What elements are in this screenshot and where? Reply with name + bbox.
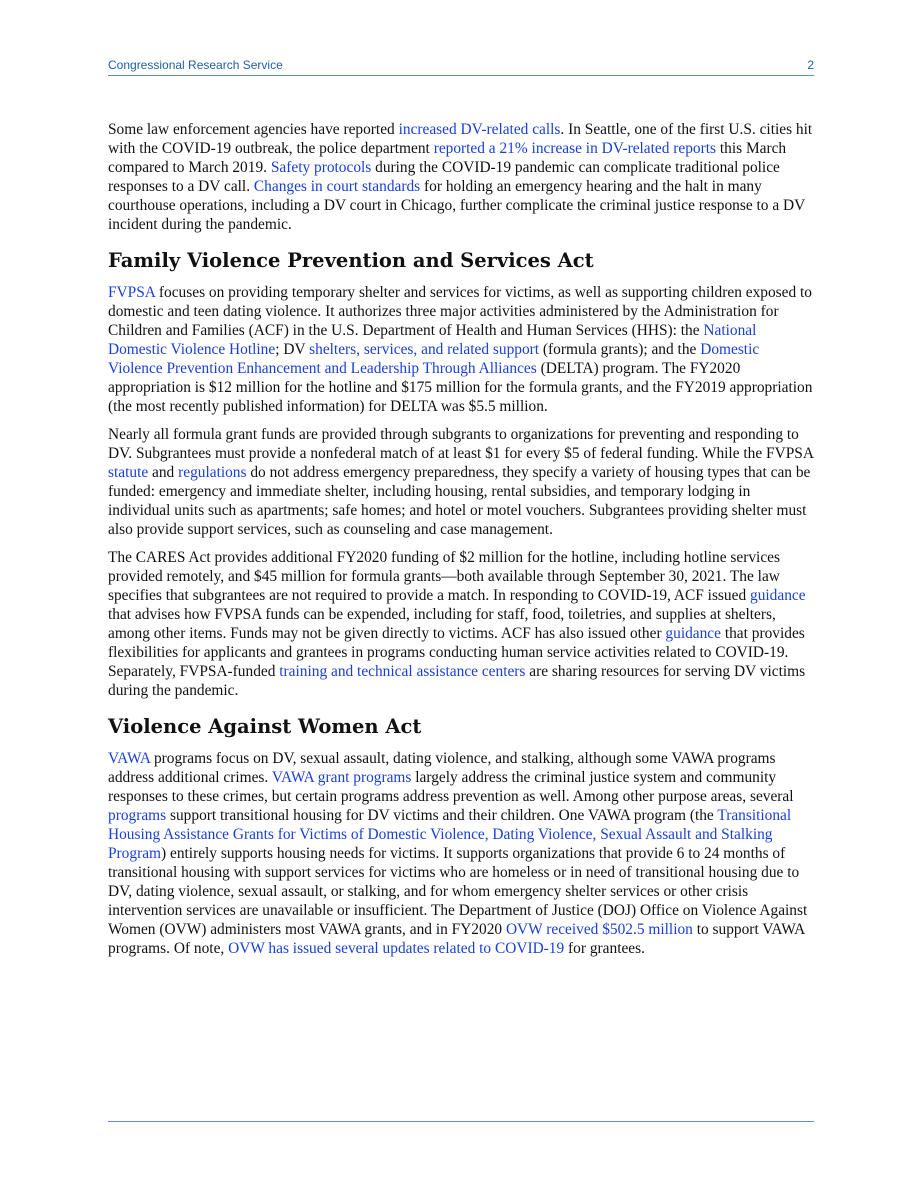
link-increased-dv-calls[interactable]: increased DV-related calls [398, 121, 561, 138]
text-run: for holding an emergency hearing and the halt in many courthouse operations, including a DV court in Chicago, further complicate the criminal justice response to a DV incident during the pandemic. [108, 178, 805, 233]
link-delta-program[interactable]: Domestic Violence Prevention Enhancement and Leadership Through Alliances [108, 341, 760, 377]
page-number: 2 [807, 58, 814, 72]
link-regulations[interactable]: regulations [178, 464, 247, 481]
link-acf-other-guidance[interactable]: guidance [665, 625, 721, 642]
text-run: that provides flexibilities for applicants and grantees in programs conducting human service activities related to COVID-19. Separately, FVPSA-funded [108, 625, 805, 680]
page-header [108, 58, 814, 74]
link-fvpsa[interactable]: FVPSA [108, 284, 156, 301]
text-run: do not address emergency preparedness, they specify a variety of housing types that can be funded: emergency and immediate shelter, including housing, rental subsidies, and temporary lodging in individual units such as apartments; safe homes; and hotel or motel vouchers. Subgrantees providing shelter must also provide support services, such as counseling and case management. [108, 464, 811, 538]
link-training-ta-centers[interactable]: training and technical assistance centers [279, 663, 526, 680]
text-run: for grantees. [564, 940, 645, 957]
header-org-name: Congressional Research Service [108, 58, 283, 72]
link-statute[interactable]: statute [108, 464, 149, 481]
link-shelters-services[interactable]: shelters, services, and related support [309, 341, 540, 358]
link-ovw-covid-updates[interactable]: OVW has issued several updates related to COVID-19 [228, 940, 565, 957]
document-body [108, 120, 814, 967]
text-run: focuses on providing temporary shelter and services for victims, as well as supporting children exposed to domestic and teen dating violence. It authorizes three major activities administered by the Administration for Children and Families (ACF) in the U.S. Department of Health and Human Services (HHS): the [108, 284, 812, 339]
text-run: to support VAWA programs. Of note, [108, 921, 805, 957]
text-run: ) entirely supports housing needs for victims. It supports organizations that provide 6 to 24 months of transitional housing with support services for victims who are homeless or in need of transitional housing due to DV, dating violence, sexual assault, or stalking, and for whom emergency shelter services or other crisis intervention services are unavailable or insufficient. The Department of Justice (DOJ) Office on Violence Against Women (OVW) administers most VAWA grants, and in FY2020 [108, 845, 808, 938]
text-run: that advises how FVPSA funds can be expended, including for staff, food, toiletries, and supplies at shelters, among other items. Funds may not be given directly to victims. ACF has also issued other [108, 606, 776, 642]
link-ovw-funding[interactable]: OVW received $502.5 million [505, 921, 693, 938]
link-court-standards[interactable]: Changes in court standards [253, 178, 421, 195]
fvpsa-paragraph-3 [108, 548, 814, 700]
text-run: (formula grants); and the [539, 341, 701, 358]
link-acf-guidance[interactable]: guidance [750, 587, 806, 604]
section-heading-vawa: Violence Against Women Act [108, 715, 422, 738]
text-run: and [148, 464, 179, 481]
link-transitional-housing-grants[interactable]: Transitional Housing Assistance Grants for Victims of Domestic Violence, Dating Violence, Sexual Assault and Stalking Program [108, 807, 792, 862]
text-run: during the COVID-19 pandemic can complicate traditional police responses to a DV call. [108, 159, 780, 195]
link-vawa[interactable]: VAWA [108, 750, 151, 767]
text-run: Some law enforcement agencies have reported [108, 121, 399, 138]
text-run: (DELTA) program. The FY2020 appropriation is $12 million for the hotline and $175 million for the formula grants, and the FY2019 appropriation (the most recently published information) for DELTA was $5.5 million. [108, 360, 813, 415]
link-national-dv-hotline[interactable]: National Domestic Violence Hotline [108, 322, 757, 358]
text-run: . In Seattle, one of the first U.S. cities hit with the COVID-19 outbreak, the police department [108, 121, 813, 157]
header-rule [108, 75, 814, 76]
link-seattle-21-percent-report[interactable]: reported a 21% increase in DV-related reports [433, 140, 717, 157]
section-heading-fvpsa: Family Violence Prevention and Services Act [108, 249, 594, 272]
text-run: support transitional housing for DV victims and their children. One VAWA program (the [166, 807, 718, 824]
text-run: ; DV [275, 341, 310, 358]
link-vawa-grant-programs[interactable]: VAWA grant programs [271, 769, 412, 786]
text-run: The CARES Act provides additional FY2020 funding of $2 million for the hotline, including hotline services provided remotely, and $45 million for formula grants—both available through September 30, 2021. The law specifies that subgrantees are not required to provide a match. In responding to COVID-19, ACF issued [108, 549, 780, 604]
vawa-paragraph-1 [108, 749, 814, 958]
text-run: largely address the criminal justice system and community responses to these crimes, but certain programs address prevention as well. Among other purpose areas, several [108, 769, 794, 805]
text-run: are sharing resources for serving DV victims during the pandemic. [108, 663, 806, 699]
text-run: Nearly all formula grant funds are provided through subgrants to organizations for preventing and responding to DV. Subgrantees must provide a nonfederal match of at least $1 for every $5 of federal funding. While the FVPSA [108, 426, 814, 462]
fvpsa-paragraph-1 [108, 283, 814, 416]
text-run: this March compared to March 2019. [108, 140, 787, 176]
intro-paragraph [108, 120, 814, 234]
link-programs[interactable]: programs [108, 807, 167, 824]
link-safety-protocols[interactable]: Safety protocols [270, 159, 372, 176]
fvpsa-paragraph-2 [108, 425, 814, 539]
footer-rule [108, 1121, 814, 1122]
text-run: programs focus on DV, sexual assault, dating violence, and stalking, although some VAWA programs address additional crimes. [108, 750, 776, 786]
